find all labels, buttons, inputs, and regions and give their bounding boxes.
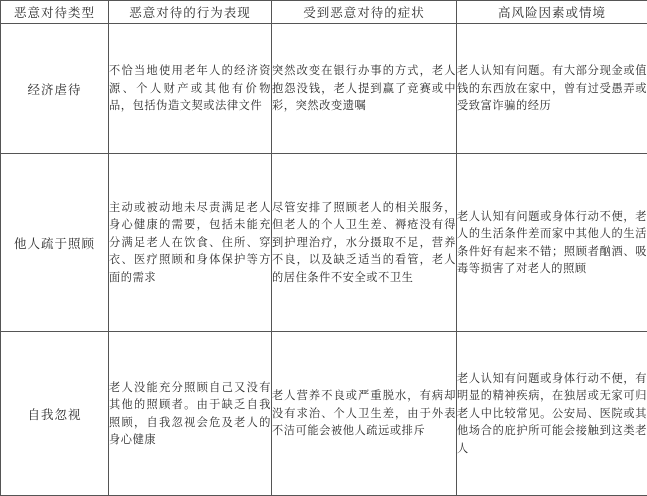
row-behavior: 不恰当地使用老年人的经济资源、个人财产或其他有价物品，包括伪造文契或法律文件 bbox=[109, 24, 272, 154]
header-behavior: 恶意对待的行为表现 bbox=[109, 1, 272, 24]
row-type: 他人疏于照顾 bbox=[1, 154, 109, 332]
row-risk: 老人认知有问题或身体行动不便，有明显的精神疾病，在独居或无家可归老人中比较常见。公安局、医院或其他场合的庇护所可能会接触到这类老人 bbox=[457, 332, 647, 496]
row-symptoms: 尽管安排了照顾老人的相关服务，但老人的个人卫生差、褥疮没有得到护理治疗，水分摄取不足，营养不良，以及缺乏适当的看管，老人的居住条件不安全或不卫生 bbox=[272, 154, 457, 332]
header-row bbox=[1, 1, 647, 24]
row-symptoms: 突然改变在银行办事的方式，老人抱怨没钱，老人提到赢了竞赛或中彩，突然改变遗嘱 bbox=[272, 24, 457, 154]
header-risk: 高风险因素或情境 bbox=[457, 1, 647, 24]
row-symptoms: 老人营养不良或严重脱水，有病却没有求治、个人卫生差，由于外表不洁可能会被他人疏远或排斥 bbox=[272, 332, 457, 496]
row-risk: 老人认知有问题或身体行动不便，老人的生活条件差而家中其他人的生活条件好有起来不错；照顾者酗酒、吸毒等损害了对老人的照顾 bbox=[457, 154, 647, 332]
row-behavior: 老人没能充分照顾自己又没有其他的照顾者。由于缺乏自我照顾，自我忽视会危及老人的身心健康 bbox=[109, 332, 272, 496]
row-risk: 老人认知有问题。有大部分现金或值钱的东西放在家中，曾有过受愚弄或受致富诈骗的经历 bbox=[457, 24, 647, 154]
row-behavior: 主动或被动地未尽责满足老人身心健康的需要，包括未能充分满足老人在饮食、住所、穿衣、医疗照顾和身体保护等方面的需求 bbox=[109, 154, 272, 332]
table-row bbox=[1, 332, 647, 496]
table-row bbox=[1, 24, 647, 154]
header-symptoms: 受到恶意对待的症状 bbox=[272, 1, 457, 24]
row-type: 经济虐待 bbox=[1, 24, 109, 154]
table-row bbox=[1, 154, 647, 332]
header-type: 恶意对待类型 bbox=[1, 1, 109, 24]
row-type: 自我忽视 bbox=[1, 332, 109, 496]
